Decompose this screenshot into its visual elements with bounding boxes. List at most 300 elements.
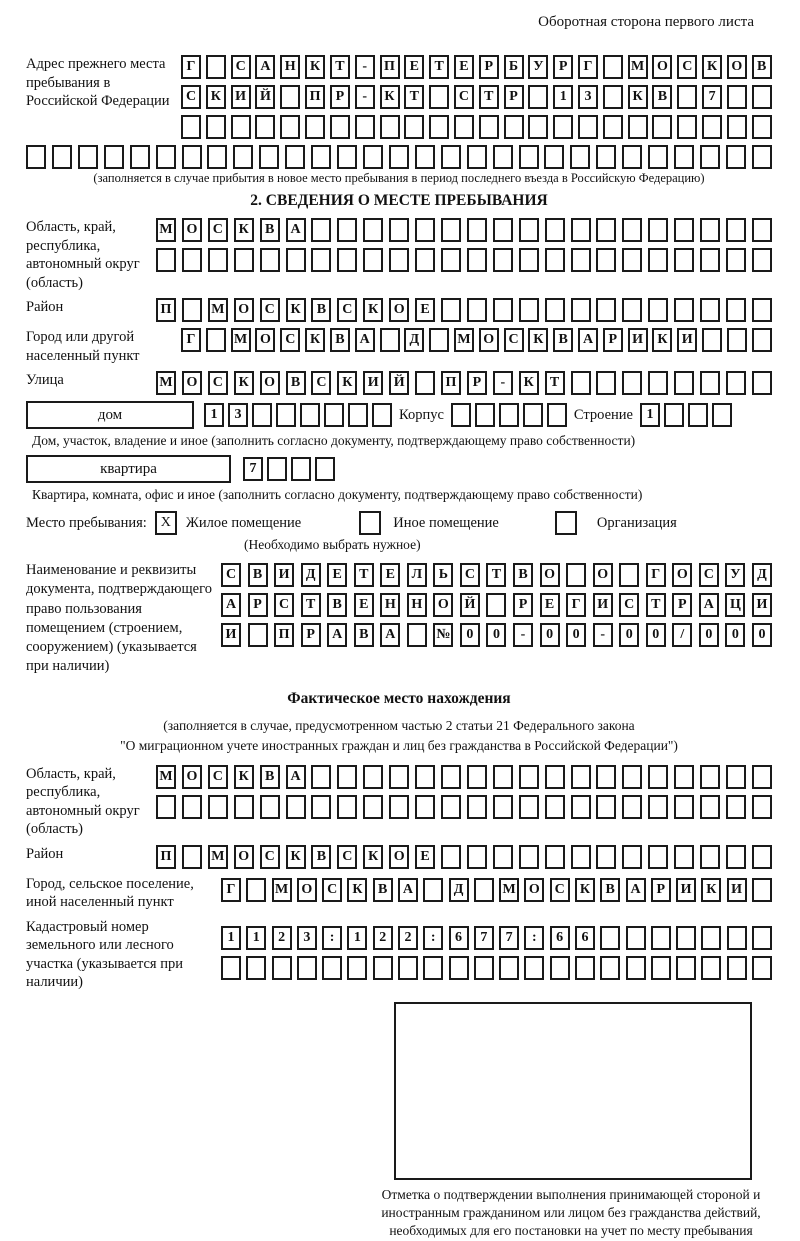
char-cell[interactable] <box>347 956 367 980</box>
char-cell[interactable] <box>467 298 487 322</box>
char-cell[interactable]: Р <box>651 878 671 902</box>
char-cell[interactable] <box>702 328 722 352</box>
char-cell[interactable] <box>519 765 539 789</box>
char-cell[interactable] <box>389 248 409 272</box>
char-cell[interactable] <box>622 298 642 322</box>
char-cell[interactable] <box>389 765 409 789</box>
char-cell[interactable] <box>701 956 721 980</box>
char-cell[interactable]: Т <box>404 85 424 109</box>
char-cell[interactable]: Р <box>301 623 321 647</box>
char-cell[interactable]: О <box>297 878 317 902</box>
char-cell[interactable]: В <box>354 623 374 647</box>
char-cell[interactable] <box>467 218 487 242</box>
char-cell[interactable]: М <box>272 878 292 902</box>
char-cell[interactable]: М <box>499 878 519 902</box>
char-cell[interactable]: О <box>234 845 254 869</box>
char-cell[interactable]: Н <box>280 55 300 79</box>
char-cell[interactable] <box>700 298 720 322</box>
char-cell[interactable]: : <box>524 926 544 950</box>
char-cell[interactable] <box>181 115 201 139</box>
char-cell[interactable] <box>571 248 591 272</box>
char-cell[interactable] <box>337 145 357 169</box>
char-cell[interactable] <box>267 457 287 481</box>
char-cell[interactable] <box>467 795 487 819</box>
char-cell[interactable]: А <box>255 55 275 79</box>
char-cell[interactable]: 1 <box>553 85 573 109</box>
char-cell[interactable] <box>156 248 176 272</box>
char-cell[interactable]: М <box>156 371 176 395</box>
char-cell[interactable]: - <box>593 623 613 647</box>
char-cell[interactable] <box>337 795 357 819</box>
char-cell[interactable]: А <box>327 623 347 647</box>
char-cell[interactable]: 1 <box>640 403 660 427</box>
char-cell[interactable]: Т <box>301 593 321 617</box>
char-cell[interactable] <box>474 878 494 902</box>
char-cell[interactable]: Е <box>415 845 435 869</box>
char-cell[interactable] <box>547 403 567 427</box>
char-cell[interactable] <box>449 956 469 980</box>
char-cell[interactable] <box>727 115 747 139</box>
char-cell[interactable]: М <box>231 328 251 352</box>
char-cell[interactable] <box>619 563 639 587</box>
char-cell[interactable]: П <box>274 623 294 647</box>
char-cell[interactable]: Г <box>578 55 598 79</box>
char-cell[interactable]: Т <box>330 55 350 79</box>
char-cell[interactable]: 0 <box>619 623 639 647</box>
char-cell[interactable]: В <box>248 563 268 587</box>
char-cell[interactable]: С <box>208 371 228 395</box>
char-cell[interactable]: Е <box>354 593 374 617</box>
char-cell[interactable] <box>545 218 565 242</box>
char-cell[interactable]: С <box>550 878 570 902</box>
char-cell[interactable]: Р <box>513 593 533 617</box>
char-cell[interactable]: 0 <box>752 623 772 647</box>
char-cell[interactable] <box>429 328 449 352</box>
char-cell[interactable] <box>596 248 616 272</box>
char-cell[interactable] <box>566 563 586 587</box>
char-cell[interactable] <box>415 765 435 789</box>
char-cell[interactable] <box>363 765 383 789</box>
char-cell[interactable] <box>330 115 350 139</box>
char-cell[interactable] <box>674 298 694 322</box>
char-cell[interactable] <box>493 218 513 242</box>
char-cell[interactable] <box>311 218 331 242</box>
char-cell[interactable]: А <box>699 593 719 617</box>
char-cell[interactable]: 3 <box>228 403 248 427</box>
char-cell[interactable] <box>499 403 519 427</box>
char-cell[interactable]: С <box>208 218 228 242</box>
char-cell[interactable]: О <box>182 371 202 395</box>
char-cell[interactable] <box>504 115 524 139</box>
char-cell[interactable] <box>726 765 746 789</box>
char-cell[interactable]: В <box>373 878 393 902</box>
char-cell[interactable] <box>600 926 620 950</box>
char-cell[interactable] <box>726 795 746 819</box>
char-cell[interactable]: И <box>221 623 241 647</box>
char-cell[interactable] <box>300 403 320 427</box>
char-cell[interactable]: : <box>322 926 342 950</box>
char-cell[interactable] <box>702 115 722 139</box>
char-cell[interactable] <box>255 115 275 139</box>
char-cell[interactable] <box>622 795 642 819</box>
char-cell[interactable]: И <box>231 85 251 109</box>
char-cell[interactable]: / <box>672 623 692 647</box>
char-cell[interactable] <box>652 115 672 139</box>
char-cell[interactable] <box>52 145 72 169</box>
char-cell[interactable]: Д <box>449 878 469 902</box>
char-cell[interactable]: В <box>752 55 772 79</box>
char-cell[interactable]: 3 <box>297 926 317 950</box>
char-cell[interactable]: Т <box>545 371 565 395</box>
char-cell[interactable] <box>441 765 461 789</box>
char-cell[interactable]: У <box>528 55 548 79</box>
char-cell[interactable] <box>363 795 383 819</box>
char-cell[interactable] <box>674 248 694 272</box>
char-cell[interactable]: И <box>363 371 383 395</box>
char-cell[interactable]: Т <box>429 55 449 79</box>
char-cell[interactable] <box>415 248 435 272</box>
char-cell[interactable] <box>700 248 720 272</box>
char-cell[interactable]: И <box>677 328 697 352</box>
char-cell[interactable] <box>727 926 747 950</box>
char-cell[interactable] <box>451 403 471 427</box>
char-cell[interactable] <box>752 298 772 322</box>
char-cell[interactable]: - <box>355 55 375 79</box>
char-cell[interactable]: - <box>493 371 513 395</box>
char-cell[interactable] <box>674 845 694 869</box>
char-cell[interactable] <box>626 956 646 980</box>
char-cell[interactable]: М <box>156 765 176 789</box>
char-cell[interactable] <box>596 371 616 395</box>
char-cell[interactable]: Г <box>181 328 201 352</box>
char-cell[interactable] <box>596 795 616 819</box>
char-cell[interactable] <box>208 795 228 819</box>
char-cell[interactable] <box>752 765 772 789</box>
char-cell[interactable] <box>475 403 495 427</box>
char-cell[interactable]: К <box>286 298 306 322</box>
checkbox-inoe[interactable] <box>359 511 381 535</box>
char-cell[interactable]: 0 <box>460 623 480 647</box>
char-cell[interactable]: П <box>441 371 461 395</box>
char-cell[interactable]: О <box>672 563 692 587</box>
char-cell[interactable] <box>651 956 671 980</box>
char-cell[interactable] <box>519 248 539 272</box>
char-cell[interactable]: 1 <box>347 926 367 950</box>
char-cell[interactable]: 1 <box>221 926 241 950</box>
dom-value-box[interactable]: дом <box>26 401 194 429</box>
char-cell[interactable] <box>467 248 487 272</box>
char-cell[interactable] <box>182 145 202 169</box>
char-cell[interactable] <box>752 328 772 352</box>
char-cell[interactable]: 7 <box>243 457 263 481</box>
char-cell[interactable]: Р <box>330 85 350 109</box>
char-cell[interactable]: К <box>363 298 383 322</box>
char-cell[interactable]: Н <box>407 593 427 617</box>
char-cell[interactable] <box>553 115 573 139</box>
char-cell[interactable]: С <box>221 563 241 587</box>
char-cell[interactable]: С <box>677 55 697 79</box>
char-cell[interactable] <box>130 145 150 169</box>
char-cell[interactable] <box>467 145 487 169</box>
char-cell[interactable] <box>651 926 671 950</box>
char-cell[interactable]: 1 <box>246 926 266 950</box>
char-cell[interactable] <box>626 926 646 950</box>
char-cell[interactable]: В <box>600 878 620 902</box>
char-cell[interactable]: О <box>255 328 275 352</box>
char-cell[interactable] <box>571 845 591 869</box>
char-cell[interactable]: 0 <box>566 623 586 647</box>
char-cell[interactable]: В <box>260 218 280 242</box>
char-cell[interactable] <box>373 956 393 980</box>
char-cell[interactable]: И <box>628 328 648 352</box>
char-cell[interactable]: Р <box>672 593 692 617</box>
char-cell[interactable]: Р <box>603 328 623 352</box>
char-cell[interactable]: Б <box>504 55 524 79</box>
char-cell[interactable] <box>648 845 668 869</box>
char-cell[interactable] <box>726 845 746 869</box>
char-cell[interactable]: Р <box>248 593 268 617</box>
char-cell[interactable]: В <box>553 328 573 352</box>
char-cell[interactable] <box>712 403 732 427</box>
char-cell[interactable]: 7 <box>702 85 722 109</box>
char-cell[interactable] <box>286 248 306 272</box>
char-cell[interactable] <box>233 145 253 169</box>
char-cell[interactable] <box>486 593 506 617</box>
char-cell[interactable] <box>648 371 668 395</box>
char-cell[interactable]: К <box>628 85 648 109</box>
char-cell[interactable] <box>182 795 202 819</box>
char-cell[interactable]: С <box>322 878 342 902</box>
char-cell[interactable] <box>528 85 548 109</box>
char-cell[interactable] <box>622 218 642 242</box>
char-cell[interactable]: К <box>234 371 254 395</box>
char-cell[interactable]: П <box>305 85 325 109</box>
char-cell[interactable] <box>78 145 98 169</box>
char-cell[interactable] <box>423 956 443 980</box>
char-cell[interactable]: 0 <box>540 623 560 647</box>
char-cell[interactable] <box>286 795 306 819</box>
char-cell[interactable] <box>246 878 266 902</box>
char-cell[interactable]: 0 <box>646 623 666 647</box>
char-cell[interactable]: О <box>524 878 544 902</box>
char-cell[interactable]: К <box>305 55 325 79</box>
char-cell[interactable] <box>337 765 357 789</box>
char-cell[interactable] <box>622 371 642 395</box>
char-cell[interactable] <box>499 956 519 980</box>
char-cell[interactable]: Т <box>354 563 374 587</box>
char-cell[interactable]: С <box>454 85 474 109</box>
kvartira-value-box[interactable]: квартира <box>26 455 231 483</box>
char-cell[interactable]: 0 <box>699 623 719 647</box>
char-cell[interactable]: С <box>280 328 300 352</box>
char-cell[interactable]: А <box>221 593 241 617</box>
char-cell[interactable] <box>415 371 435 395</box>
char-cell[interactable]: А <box>286 218 306 242</box>
char-cell[interactable]: С <box>181 85 201 109</box>
char-cell[interactable]: О <box>389 845 409 869</box>
char-cell[interactable]: 6 <box>575 926 595 950</box>
char-cell[interactable]: М <box>208 298 228 322</box>
char-cell[interactable]: С <box>231 55 251 79</box>
char-cell[interactable]: Д <box>301 563 321 587</box>
char-cell[interactable]: : <box>423 926 443 950</box>
char-cell[interactable]: О <box>234 298 254 322</box>
char-cell[interactable] <box>648 145 668 169</box>
char-cell[interactable] <box>493 248 513 272</box>
char-cell[interactable] <box>674 145 694 169</box>
char-cell[interactable] <box>519 845 539 869</box>
char-cell[interactable] <box>380 115 400 139</box>
char-cell[interactable] <box>474 956 494 980</box>
char-cell[interactable] <box>700 765 720 789</box>
checkbox-organizatsiya[interactable] <box>555 511 577 535</box>
char-cell[interactable] <box>441 145 461 169</box>
char-cell[interactable] <box>207 145 227 169</box>
char-cell[interactable]: М <box>208 845 228 869</box>
char-cell[interactable]: Д <box>752 563 772 587</box>
char-cell[interactable] <box>578 115 598 139</box>
char-cell[interactable] <box>493 795 513 819</box>
char-cell[interactable] <box>727 85 747 109</box>
char-cell[interactable] <box>752 115 772 139</box>
char-cell[interactable]: Н <box>380 593 400 617</box>
char-cell[interactable]: С <box>311 371 331 395</box>
char-cell[interactable] <box>571 765 591 789</box>
char-cell[interactable]: С <box>699 563 719 587</box>
char-cell[interactable]: А <box>355 328 375 352</box>
char-cell[interactable] <box>727 956 747 980</box>
char-cell[interactable]: - <box>513 623 533 647</box>
char-cell[interactable]: О <box>389 298 409 322</box>
char-cell[interactable]: В <box>286 371 306 395</box>
char-cell[interactable] <box>348 403 368 427</box>
char-cell[interactable] <box>596 765 616 789</box>
char-cell[interactable] <box>519 795 539 819</box>
char-cell[interactable]: К <box>234 218 254 242</box>
char-cell[interactable] <box>441 298 461 322</box>
char-cell[interactable]: Ц <box>725 593 745 617</box>
char-cell[interactable]: Р <box>479 55 499 79</box>
char-cell[interactable] <box>545 795 565 819</box>
char-cell[interactable]: К <box>701 878 721 902</box>
char-cell[interactable]: О <box>479 328 499 352</box>
char-cell[interactable] <box>752 956 772 980</box>
char-cell[interactable] <box>259 145 279 169</box>
char-cell[interactable] <box>315 457 335 481</box>
char-cell[interactable] <box>389 218 409 242</box>
char-cell[interactable]: Й <box>460 593 480 617</box>
char-cell[interactable] <box>545 845 565 869</box>
char-cell[interactable] <box>337 248 357 272</box>
char-cell[interactable] <box>441 795 461 819</box>
char-cell[interactable]: П <box>156 845 176 869</box>
char-cell[interactable]: Е <box>415 298 435 322</box>
char-cell[interactable]: Р <box>553 55 573 79</box>
char-cell[interactable] <box>389 145 409 169</box>
char-cell[interactable]: О <box>540 563 560 587</box>
char-cell[interactable] <box>628 115 648 139</box>
char-cell[interactable]: У <box>725 563 745 587</box>
char-cell[interactable]: А <box>398 878 418 902</box>
char-cell[interactable] <box>523 403 543 427</box>
char-cell[interactable] <box>600 956 620 980</box>
char-cell[interactable]: И <box>727 878 747 902</box>
char-cell[interactable] <box>234 795 254 819</box>
char-cell[interactable]: К <box>702 55 722 79</box>
char-cell[interactable]: О <box>182 218 202 242</box>
char-cell[interactable] <box>726 218 746 242</box>
char-cell[interactable]: Е <box>327 563 347 587</box>
char-cell[interactable]: О <box>727 55 747 79</box>
char-cell[interactable] <box>752 248 772 272</box>
char-cell[interactable]: О <box>652 55 672 79</box>
char-cell[interactable] <box>571 298 591 322</box>
char-cell[interactable] <box>596 298 616 322</box>
char-cell[interactable]: 7 <box>474 926 494 950</box>
char-cell[interactable]: С <box>260 298 280 322</box>
char-cell[interactable] <box>407 623 427 647</box>
char-cell[interactable]: К <box>337 371 357 395</box>
char-cell[interactable] <box>700 145 720 169</box>
char-cell[interactable] <box>337 218 357 242</box>
char-cell[interactable] <box>571 795 591 819</box>
char-cell[interactable] <box>622 145 642 169</box>
char-cell[interactable]: К <box>575 878 595 902</box>
char-cell[interactable]: 7 <box>499 926 519 950</box>
char-cell[interactable] <box>355 115 375 139</box>
char-cell[interactable] <box>467 845 487 869</box>
char-cell[interactable]: Г <box>221 878 241 902</box>
char-cell[interactable] <box>246 956 266 980</box>
char-cell[interactable] <box>311 765 331 789</box>
char-cell[interactable] <box>726 145 746 169</box>
char-cell[interactable] <box>519 298 539 322</box>
char-cell[interactable]: И <box>274 563 294 587</box>
char-cell[interactable] <box>380 328 400 352</box>
char-cell[interactable] <box>596 218 616 242</box>
char-cell[interactable] <box>467 765 487 789</box>
char-cell[interactable]: 6 <box>449 926 469 950</box>
char-cell[interactable] <box>363 145 383 169</box>
char-cell[interactable] <box>441 845 461 869</box>
char-cell[interactable] <box>441 218 461 242</box>
char-cell[interactable] <box>700 371 720 395</box>
char-cell[interactable] <box>372 403 392 427</box>
char-cell[interactable] <box>752 878 772 902</box>
char-cell[interactable] <box>206 115 226 139</box>
char-cell[interactable] <box>550 956 570 980</box>
char-cell[interactable]: В <box>311 298 331 322</box>
char-cell[interactable] <box>727 328 747 352</box>
char-cell[interactable]: О <box>593 563 613 587</box>
char-cell[interactable] <box>221 956 241 980</box>
char-cell[interactable]: К <box>652 328 672 352</box>
char-cell[interactable]: И <box>676 878 696 902</box>
char-cell[interactable] <box>700 845 720 869</box>
char-cell[interactable] <box>398 956 418 980</box>
char-cell[interactable] <box>305 115 325 139</box>
char-cell[interactable]: К <box>305 328 325 352</box>
char-cell[interactable] <box>726 371 746 395</box>
char-cell[interactable]: П <box>380 55 400 79</box>
char-cell[interactable] <box>700 795 720 819</box>
char-cell[interactable] <box>676 926 696 950</box>
char-cell[interactable] <box>752 371 772 395</box>
char-cell[interactable]: 3 <box>578 85 598 109</box>
char-cell[interactable]: С <box>274 593 294 617</box>
char-cell[interactable]: Й <box>255 85 275 109</box>
char-cell[interactable]: С <box>337 845 357 869</box>
